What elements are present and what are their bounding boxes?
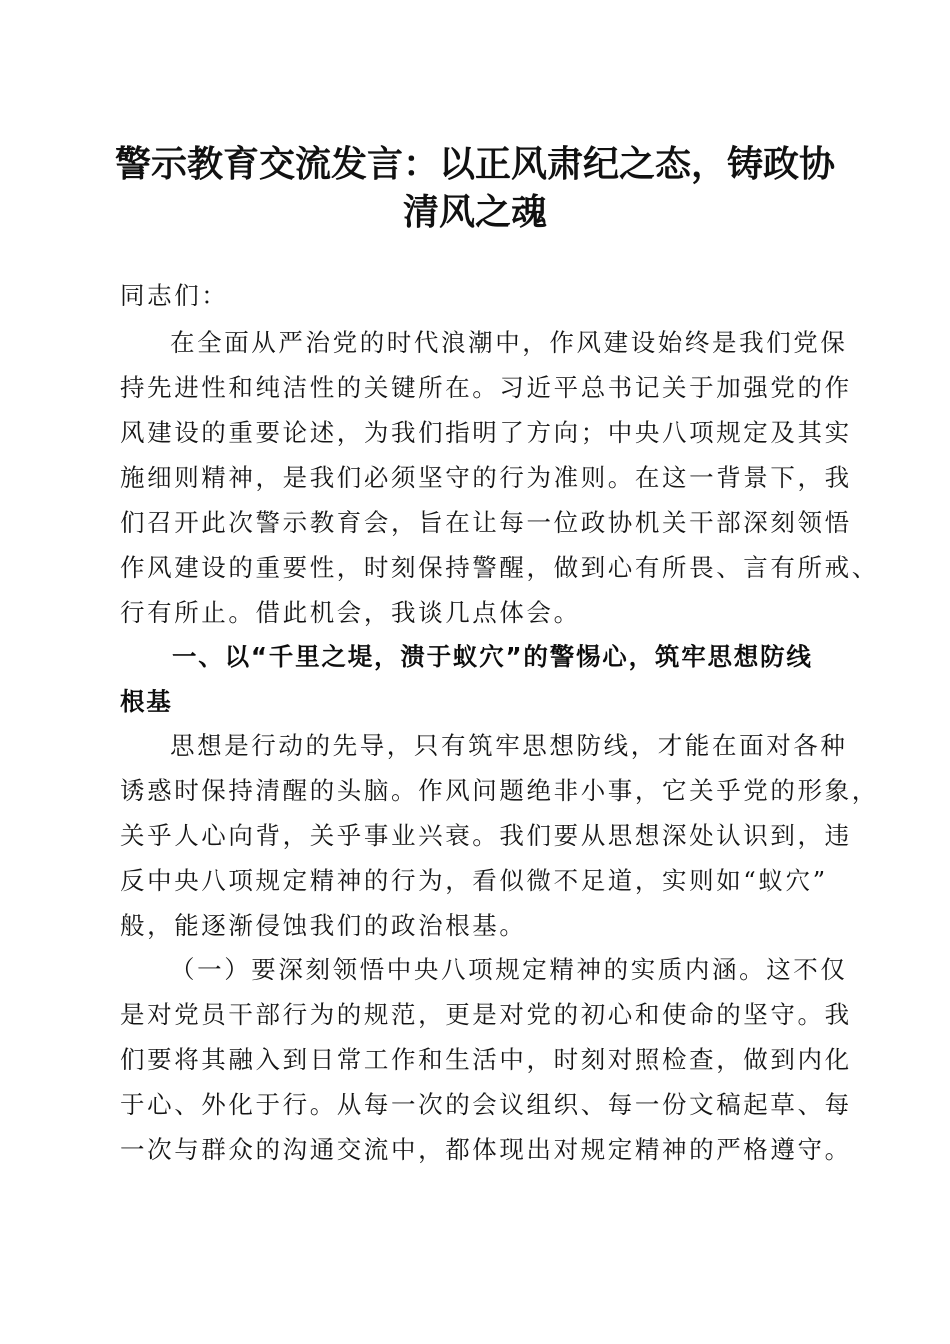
section1-para-line-4: 反中央八项规定精神的行为，看似微不足道，实则如“蚁穴” <box>120 866 828 895</box>
document-title-line-2: 清风之魂 <box>402 191 547 233</box>
intro-line-3: 风建设的重要论述，为我们指明了方向；中央八项规定及其实 <box>120 418 852 447</box>
intro-line-5: 们召开此次警示教育会，旨在让每一位政协机关干部深刻领悟 <box>120 508 852 537</box>
subsection1-line-3: 们要将其融入到日常工作和生活中，时刻对照检查，做到内化 <box>120 1045 852 1074</box>
intro-line-2: 持先进性和纯洁性的关键所在。习近平总书记关于加强党的作 <box>120 373 852 402</box>
section1-para-line-1: 思想是行动的先导，只有筑牢思想防线，才能在面对各种 <box>170 731 848 760</box>
section1-heading-line-2: 根基 <box>120 687 173 716</box>
section1-para-line-2: 诱惑时保持清醒的头脑。作风问题绝非小事，它关乎党的形象， <box>120 776 879 805</box>
intro-line-7: 行有所止。借此机会，我谈几点体会。 <box>120 598 581 627</box>
section1-heading-line-1: 一、以“千里之堤，溃于蚁穴”的警惕心，筑牢思想防线 <box>172 642 813 671</box>
section1-para-line-3: 关乎人心向背，关乎事业兴衰。我们要从思想深处认识到，违 <box>120 821 852 850</box>
section1-para-line-5: 般，能逐渐侵蚀我们的政治根基。 <box>120 911 527 940</box>
subsection1-line-5: 一次与群众的沟通交流中，都体现出对规定精神的严格遵守。 <box>120 1135 852 1164</box>
subsection1-line-2: 是对党员干部行为的规范，更是对党的初心和使命的坚守。我 <box>120 1000 852 1029</box>
subsection1-line-4: 于心、外化于行。从每一次的会议组织、每一份文稿起草、每 <box>120 1090 852 1119</box>
subsection1-line-1: （一）要深刻领悟中央八项规定精神的实质内涵。这不仅 <box>170 955 848 984</box>
document-title-line-1: 警示教育交流发言：以正风肃纪之态，铸政协 <box>114 143 835 185</box>
intro-line-6: 作风建设的重要性，时刻保持警醒，做到心有所畏、言有所戒、 <box>120 553 879 582</box>
salutation: 同志们： <box>120 281 229 310</box>
intro-line-1: 在全面从严治党的时代浪潮中，作风建设始终是我们党保 <box>170 328 848 357</box>
intro-line-4: 施细则精神，是我们必须坚守的行为准则。在这一背景下，我 <box>120 463 852 492</box>
